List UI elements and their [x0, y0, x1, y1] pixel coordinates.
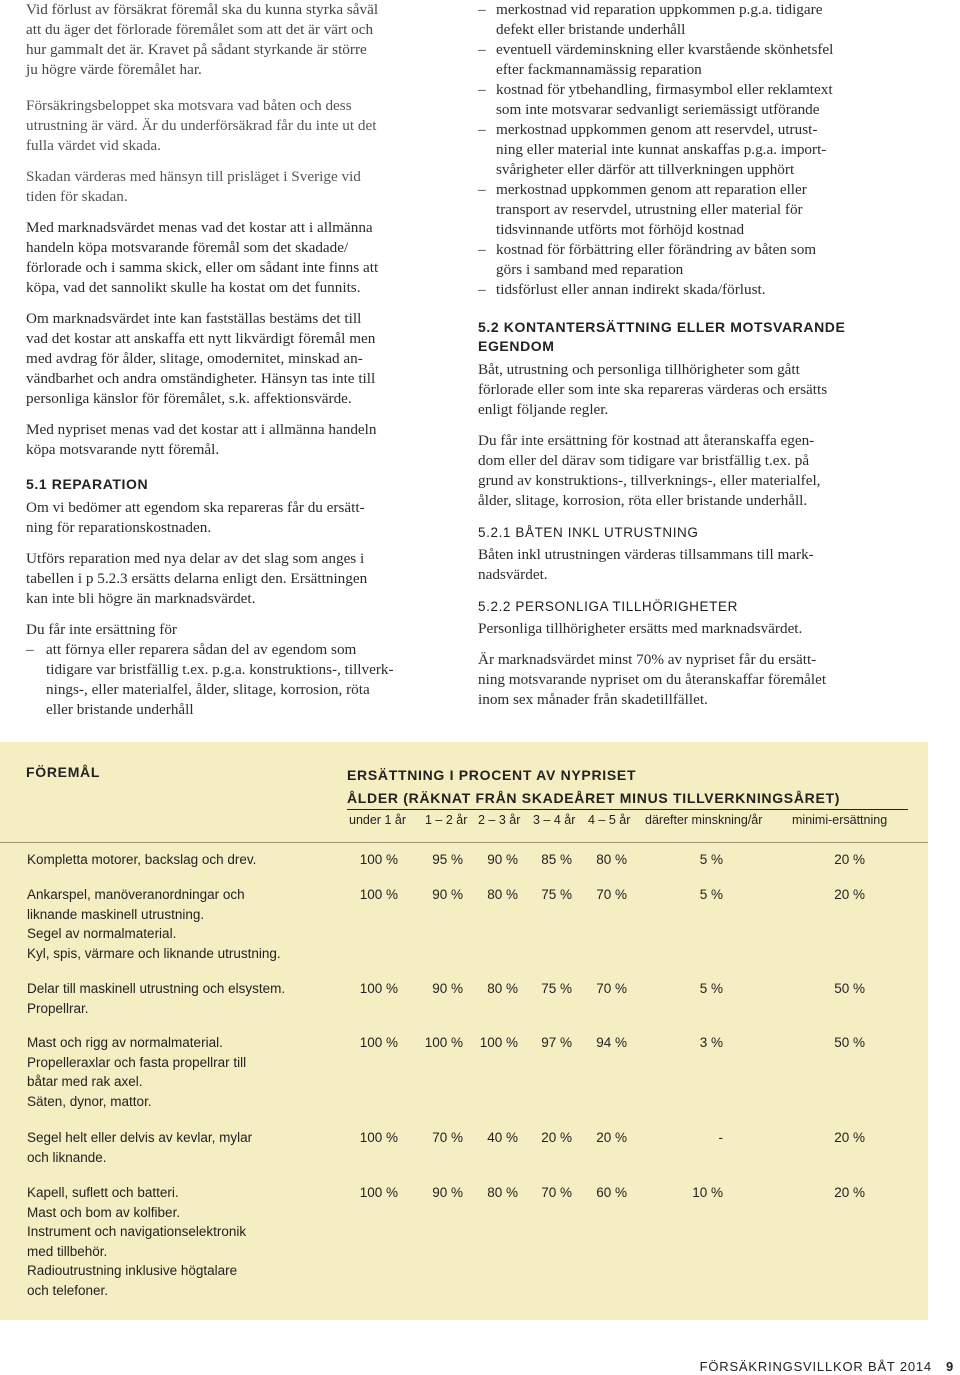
text-line: svårigheter eller därför att tillverkningen upphört	[496, 161, 795, 178]
list-item	[478, 120, 918, 180]
percent-cell: 20 %	[834, 852, 865, 867]
row-item-name	[27, 1033, 327, 1111]
percent-cell: 90 %	[487, 852, 518, 867]
percent-cell: 85 %	[541, 852, 572, 867]
percent-cell: 20 %	[541, 1130, 572, 1145]
insurance-amount-paragraph	[26, 96, 458, 156]
new-price-paragraph	[26, 420, 458, 460]
text-line: Med nypriset menas vad det kostar att i allmänna handeln	[26, 421, 377, 438]
text-line: tidsförlust eller annan indirekt skada/förlust.	[496, 281, 766, 298]
item-line: Segel av normalmaterial.	[27, 926, 177, 941]
text-line: Vid förlust av försäkrat föremål ska du kunna styrka såväl	[26, 1, 379, 18]
percent-cell: 100 %	[359, 887, 398, 902]
header-line: ERSÄTTNING I PROCENT AV NYPRISET	[347, 767, 637, 783]
item-line: Kompletta motorer, backslag och drev.	[27, 852, 257, 867]
personal-belongings-paragraph: Personliga tillhörigheter ersätts med marknadsvärdet.	[478, 620, 803, 637]
text-line: eventuell värdeminskning eller kvarstående skönhetsfel	[496, 41, 834, 58]
section-5-2-1-heading: 5.2.1 BÅTEN INKL UTRUSTNING	[478, 525, 699, 540]
text-line: ju högre värde föremålet har.	[26, 61, 202, 78]
column-header: 3 – 4 år	[533, 813, 576, 827]
row-item-name	[27, 979, 327, 1018]
text-line: Om vi bedömer att egendom ska repareras får du ersätt-	[26, 499, 365, 516]
valuation-paragraph	[26, 167, 458, 207]
row-item-name	[27, 850, 327, 870]
text-line: fulla värdet vid skada.	[26, 137, 161, 154]
percent-cell: 100 %	[479, 1035, 518, 1050]
text-line: grund av konstruktions-, tillverknings-, eller materialfel,	[478, 472, 821, 489]
column-header: därefter minskning/år	[645, 813, 763, 827]
percent-cell: 100 %	[359, 1035, 398, 1050]
percent-cell: 80 %	[487, 1185, 518, 1200]
text-line: görs i samband med reparation	[496, 261, 684, 278]
item-line: Propelleraxlar och fasta propellrar till	[27, 1054, 247, 1070]
header-line: ÅLDER (RÄKNAT FRÅN SKADEÅRET MINUS TILLVERKNINGSÅRET)	[347, 790, 841, 806]
percent-cell: 100 %	[359, 981, 398, 996]
boat-equipment-paragraph	[478, 545, 918, 585]
text-line: tiden för skadan.	[26, 188, 128, 205]
percent-cell: 80 %	[487, 981, 518, 996]
row-item-name	[27, 1183, 327, 1300]
column-header: under 1 år	[349, 813, 406, 827]
item-line: Radioutrustning inklusive högtalare	[27, 1263, 238, 1278]
percent-cell: 20 %	[834, 887, 865, 902]
header-separator	[0, 842, 928, 843]
page-footer	[700, 1359, 954, 1374]
percent-cell: 75 %	[541, 981, 572, 996]
item-line: Mast och bom av kolfiber.	[27, 1204, 181, 1220]
percent-cell: 5 %	[699, 981, 723, 996]
text-line: handeln köpa motsvarande föremål som det skadade/	[26, 239, 349, 256]
column-header: 2 – 3 år	[478, 813, 521, 827]
text-line: köpa motsvarande nytt föremål.	[26, 441, 220, 458]
percent-cell: 50 %	[834, 1035, 865, 1050]
item-line: Mast och rigg av normalmaterial.	[27, 1035, 223, 1050]
percent-cell: 90 %	[432, 981, 463, 996]
footer-title: FÖRSÄKRINGSVILLKOR BÅT 2014	[699, 1359, 932, 1374]
text-line: Du får inte ersättning för kostnad att återanskaffa egen-	[478, 432, 815, 449]
item-line: Säten, dynor, mattor.	[27, 1093, 152, 1109]
percent-cell: 20 %	[596, 1130, 627, 1145]
item-line: liknande maskinell utrustning.	[27, 906, 205, 922]
text-line: som inte motsvarar sedvanligt seriemässigt utförande	[496, 101, 820, 118]
text-line: vändbarhet och andra omständigheter. Hänsyn tas inte till	[26, 370, 376, 387]
text-line: inom sex månader från skadetillfället.	[478, 691, 708, 708]
text-line: utrustning är värd. Är du underförsäkrad får du inte ut det	[26, 117, 377, 134]
header-rule	[347, 809, 908, 810]
table-header-item: FÖREMÅL	[26, 764, 101, 780]
text-line: enligt följande regler.	[478, 401, 609, 418]
text-line: merkostnad vid reparation uppkommen p.g.a. tidigare	[496, 1, 823, 18]
text-line: att förnya eller reparera sådan del av egendom som	[46, 641, 357, 658]
text-line: dom eller del därav som tidigare var bristfällig t.ex. på	[478, 452, 810, 469]
text-line: merkostnad uppkommen genom att reparation eller	[496, 181, 807, 198]
text-line: Utförs reparation med nya delar av det slag som anges i	[26, 550, 365, 567]
percent-cell: 100 %	[359, 1185, 398, 1200]
text-line: ålder, slitage, korrosion, röta eller bristande underhåll.	[478, 492, 808, 509]
text-line: merkostnad uppkommen genom att reservdel, utrust-	[496, 121, 818, 138]
item-line: båtar med rak axel.	[27, 1074, 143, 1089]
column-header: 4 – 5 år	[588, 813, 631, 827]
list-item	[26, 640, 458, 720]
right-column	[478, 0, 918, 721]
text-line: förlorade eller som inte ska repareras värderas och ersätts	[478, 381, 828, 398]
list-item	[478, 280, 918, 300]
list-item	[478, 0, 918, 40]
heading-line: 5.2 KONTANTERSÄTTNING ELLER MOTSVARANDE	[478, 319, 846, 335]
item-line: med tillbehör.	[27, 1243, 108, 1259]
item-line: Delar till maskinell utrustning och elsystem.	[27, 981, 286, 996]
text-line: Med marknadsvärdet menas vad det kostar att i allmänna	[26, 219, 373, 236]
text-line: Båt, utrustning och personliga tillhörigheter som gått	[478, 361, 800, 378]
section-5-2-2-heading: 5.2.2 PERSONLIGA TILLHÖRIGHETER	[478, 599, 738, 614]
left-column	[26, 0, 458, 728]
percent-cell: 70 %	[432, 1130, 463, 1145]
text-line: ning för reparationskostnaden.	[26, 519, 212, 536]
text-line: tabellen i p 5.2.3 ersätts delarna enligt den. Ersättningen	[26, 570, 368, 587]
text-line: hur gammalt det är. Kravet på sådant styrkande är större	[26, 41, 367, 58]
row-item-name	[27, 1128, 327, 1167]
column-header: minimi-ersättning	[792, 813, 888, 827]
percent-cell: 20 %	[834, 1185, 865, 1200]
percent-cell: 97 %	[541, 1035, 572, 1050]
item-line: Kapell, suflett och batteri.	[27, 1185, 179, 1200]
text-line: efter fackmannamässig reparation	[496, 61, 702, 78]
text-line: Skadan värderas med hänsyn till prisläget i Sverige vid	[26, 168, 361, 185]
text-line: eller bristande underhåll	[46, 701, 194, 718]
text-line: kan inte bli högre än marknadsvärdet.	[26, 590, 256, 607]
text-line: Om marknadsvärdet inte kan fastställas bestäms det till	[26, 310, 362, 327]
text-line: personliga känslor för föremålet, s.k. affektionsvärde.	[26, 390, 352, 407]
text-line: att du äger det förlorade föremålet som att det är värt och	[26, 21, 374, 38]
percent-cell: 90 %	[432, 1185, 463, 1200]
text-line: ning motsvarande nypriset om du återanskaffar föremålet	[478, 671, 827, 688]
text-line: Båten inkl utrustningen värderas tillsammans till mark-	[478, 546, 814, 563]
market-value-undetermined-paragraph	[26, 309, 458, 409]
text-line: defekt eller bristande underhåll	[496, 21, 686, 38]
percent-cell: 100 %	[359, 852, 398, 867]
percent-cell: 20 %	[834, 1130, 865, 1145]
text-line: kostnad för ytbehandling, firmasymbol eller reklamtext	[496, 81, 833, 98]
cash-compensation-paragraph	[478, 360, 918, 420]
item-line: och telefoner.	[27, 1282, 109, 1298]
text-line: med avdrag för ålder, slitage, omodernitet, minskad an-	[26, 350, 363, 367]
page-number: 9	[945, 1359, 954, 1374]
market-value-70-paragraph	[478, 650, 918, 710]
row-item-name	[27, 885, 327, 963]
reacquire-paragraph	[478, 431, 918, 511]
percent-cell: 80 %	[487, 887, 518, 902]
percent-cell: 90 %	[432, 887, 463, 902]
list-item	[478, 240, 918, 280]
text-line: köpa, vad det sannolikt skulle ha kostat om det funnits.	[26, 279, 361, 296]
percent-cell: -	[718, 1130, 723, 1145]
percent-cell: 70 %	[596, 981, 627, 996]
list-item	[478, 80, 918, 120]
percent-cell: 3 %	[699, 1035, 723, 1050]
item-line: Segel helt eller delvis av kevlar, mylar	[27, 1130, 253, 1145]
text-line: tidigare var bristfällig t.ex. p.g.a. konstruktions-, tillverk-	[46, 661, 394, 678]
text-line: nings-, eller materialfel, ålder, slitage, korrosion, röta	[46, 681, 370, 698]
percent-cell: 75 %	[541, 887, 572, 902]
text-line: tidsvinnande utförts mot förhöjd kostnad	[496, 221, 745, 238]
percent-cell: 50 %	[834, 981, 865, 996]
percent-cell: 10 %	[692, 1185, 723, 1200]
text-line: Är marknadsvärdet minst 70% av nypriset får du ersätt-	[478, 651, 817, 668]
section-5-2-heading	[478, 318, 918, 356]
percent-cell: 100 %	[359, 1130, 398, 1145]
item-line: och liknande.	[27, 1149, 107, 1165]
not-covered-intro: Du får inte ersättning för	[26, 621, 177, 638]
percent-cell: 100 %	[424, 1035, 463, 1050]
percent-cell: 40 %	[487, 1130, 518, 1145]
column-header: 1 – 2 år	[425, 813, 468, 827]
text-line: ning eller material inte kunnat anskaffas p.g.a. import-	[496, 141, 827, 158]
percent-cell: 60 %	[596, 1185, 627, 1200]
percent-cell: 94 %	[596, 1035, 627, 1050]
heading-line: EGENDOM	[478, 338, 555, 354]
repair-paragraph	[26, 498, 458, 538]
repair-parts-paragraph	[26, 549, 458, 609]
percent-cell: 5 %	[699, 887, 723, 902]
text-line: kostnad för förbättring eller förändring av båten som	[496, 241, 817, 258]
intro-paragraph	[26, 0, 458, 80]
text-line: nadsvärdet.	[478, 566, 548, 583]
compensation-table	[0, 742, 928, 1320]
percent-cell: 95 %	[432, 852, 463, 867]
percent-cell: 70 %	[596, 887, 627, 902]
percent-cell: 80 %	[596, 852, 627, 867]
text-line: förlorade och i samma skick, eller om sådant inte finns att	[26, 259, 379, 276]
percent-cell: 5 %	[699, 852, 723, 867]
text-line: vad det kostar att anskaffa ett nytt likvärdigt föremål men	[26, 330, 376, 347]
list-item	[478, 180, 918, 240]
not-covered-list-left	[26, 640, 458, 720]
item-line: Propellrar.	[27, 1000, 89, 1016]
section-5-1-heading: 5.1 REPARATION	[26, 476, 149, 492]
text-line: Försäkringsbeloppet ska motsvara vad båten och dess	[26, 97, 352, 114]
table-header-compensation	[347, 764, 840, 810]
item-line: Instrument och navigationselektronik	[27, 1224, 247, 1239]
market-value-paragraph	[26, 218, 458, 298]
item-line: Kyl, spis, värmare och liknande utrustning.	[27, 945, 281, 961]
not-covered-list-right	[478, 0, 918, 300]
percent-cell: 70 %	[541, 1185, 572, 1200]
text-line: transport av reservdel, utrustning eller material för	[496, 201, 803, 218]
item-line: Ankarspel, manöveranordningar och	[27, 887, 245, 902]
list-item	[478, 40, 918, 80]
